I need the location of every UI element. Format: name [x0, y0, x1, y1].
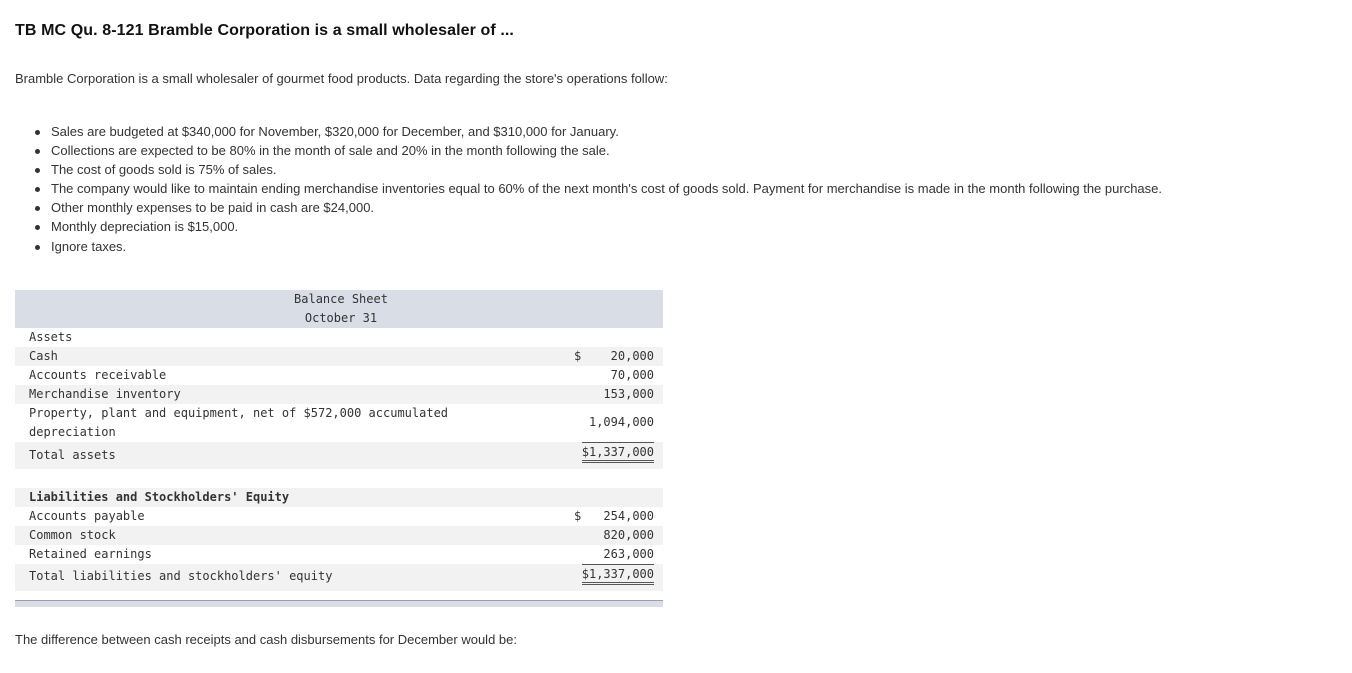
table-row: [15, 526, 663, 545]
operations-list: [51, 122, 1162, 256]
currency-symbol: $: [574, 509, 582, 523]
total-assets-row: [15, 442, 663, 469]
liabilities-header: Liabilities and Stockholders' Equity: [29, 490, 290, 504]
list-item: Monthly depreciation is $15,000.: [51, 217, 1162, 236]
row-label-continued: depreciation: [29, 425, 116, 439]
row-amount: 70,000: [610, 368, 654, 382]
spacer: [15, 469, 663, 488]
list-item: The company would like to maintain ending merchandise inventories equal to 60% of the next month's cost of goods sold. Payment for merchandise is made in the month following the purchase.: [51, 179, 1162, 198]
row-label: Retained earnings: [29, 547, 152, 561]
row-label: Accounts payable: [29, 509, 145, 523]
row-label: Common stock: [29, 528, 116, 542]
total-assets-amount: $1,337,000: [582, 442, 654, 463]
currency-symbol: $: [574, 349, 582, 363]
question-prompt: The difference between cash receipts and cash disbursements for December would be:: [15, 632, 517, 647]
row-label: Cash: [29, 349, 58, 363]
assets-header: Assets: [29, 330, 73, 344]
list-item: The cost of goods sold is 75% of sales.: [51, 160, 1162, 179]
total-assets-label: Total assets: [29, 448, 116, 462]
total-liabilities-amount: $1,337,000: [582, 564, 654, 585]
table-row: [15, 545, 663, 564]
table-row: [15, 366, 663, 385]
table-row: [15, 507, 663, 526]
list-item: Sales are budgeted at $340,000 for November, $320,000 for December, and $310,000 for January.: [51, 122, 1162, 141]
spacer: [15, 591, 663, 600]
row-amount: 153,000: [603, 387, 654, 401]
row-amount: 820,000: [603, 528, 654, 542]
row-amount: 263,000: [603, 547, 654, 561]
row-amount: 20,000: [610, 349, 654, 363]
balance-sheet-title: Balance Sheet: [294, 292, 388, 306]
question-title: TB MC Qu. 8-121 Bramble Corporation is a small wholesaler of ...: [15, 22, 514, 39]
total-liabilities-label: Total liabilities and stockholders' equity: [29, 569, 333, 583]
row-label: Merchandise inventory: [29, 387, 181, 401]
row-label: Accounts receivable: [29, 368, 167, 382]
list-item: Ignore taxes.: [51, 237, 1162, 256]
table-row: [15, 385, 663, 404]
row-amount: 254,000: [603, 509, 654, 523]
intro-text: Bramble Corporation is a small wholesaler of gourmet food products. Data regarding the store's operations follow:: [15, 71, 668, 86]
assets-header-row: [15, 328, 663, 347]
row-label: Property, plant and equipment, net of $572,000 accumulated: [29, 406, 449, 420]
balance-sheet-header: [15, 290, 663, 328]
table-row: [15, 347, 663, 366]
balance-sheet-date: October 31: [304, 311, 378, 325]
list-item: Collections are expected to be 80% in the month of sale and 20% in the month following the sale.: [51, 141, 1162, 160]
table-footer-bar: [15, 600, 663, 607]
liabilities-header-row: [15, 488, 663, 507]
row-amount: 1,094,000: [588, 415, 654, 429]
total-liabilities-row: [15, 564, 663, 591]
table-row: [15, 404, 663, 442]
balance-sheet-table: [15, 290, 663, 607]
list-item: Other monthly expenses to be paid in cash are $24,000.: [51, 198, 1162, 217]
